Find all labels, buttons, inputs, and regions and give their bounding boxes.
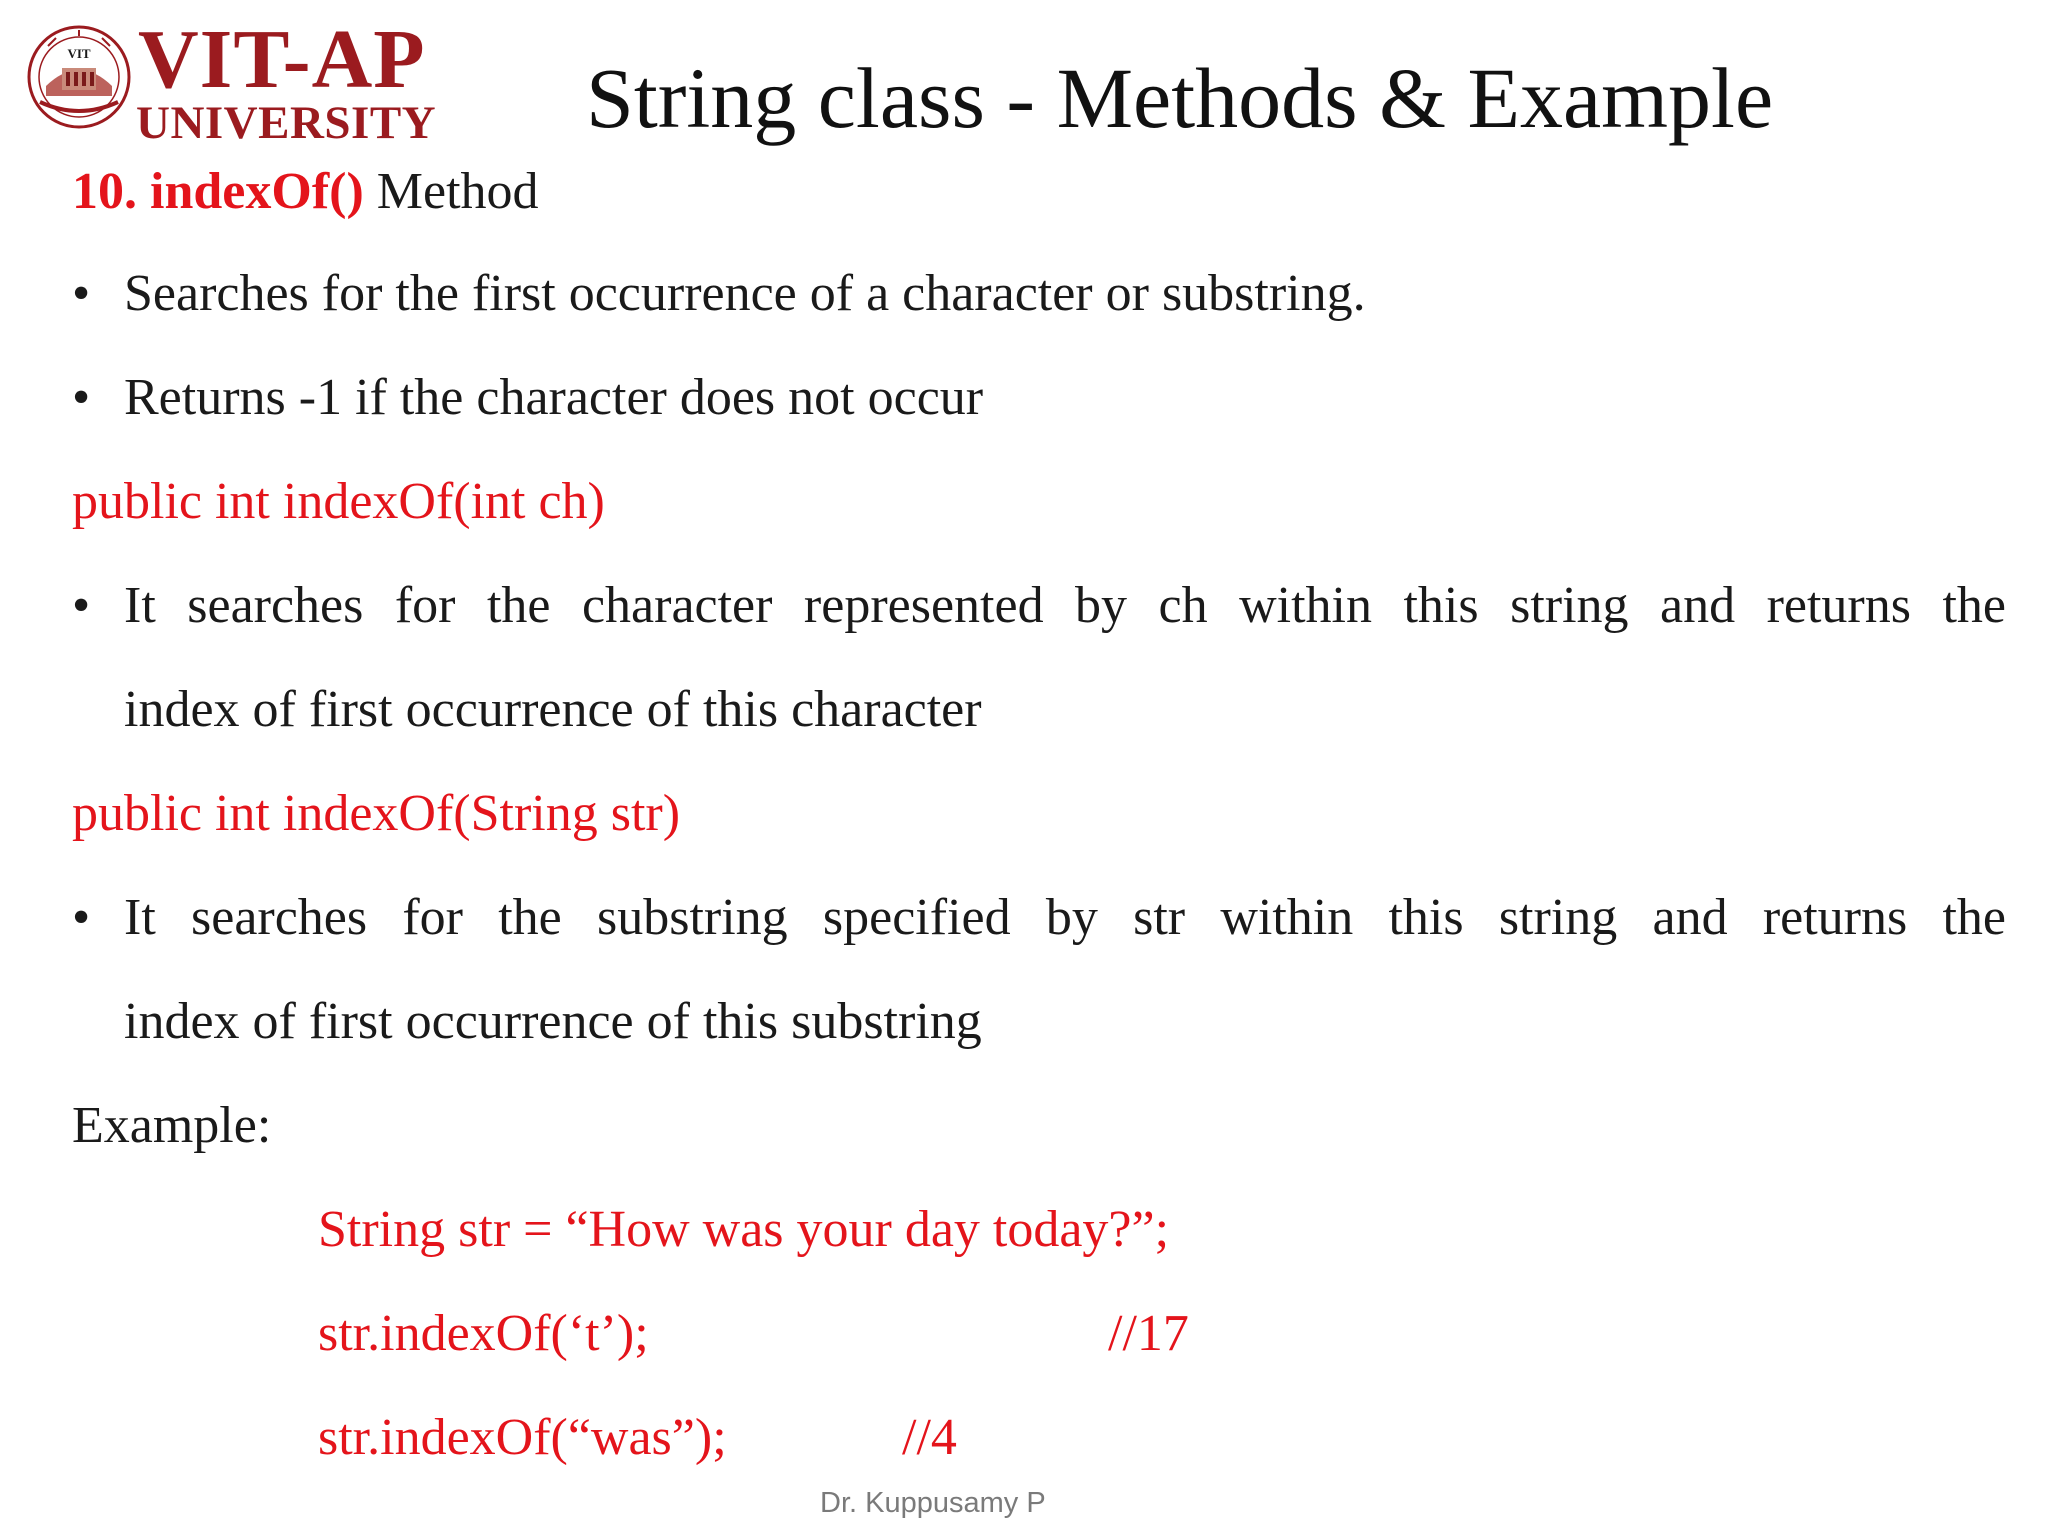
footer-author: Dr. Kuppusamy P: [820, 1487, 1046, 1519]
section-heading: [72, 162, 539, 222]
bullet-marker: •: [72, 577, 91, 634]
bullet-intro-1: Searches for the first occurrence of a character or substring.: [124, 265, 1366, 322]
code-comment-4: //4: [902, 1409, 957, 1466]
desc-string-line2: index of first occurrence of this substring: [124, 993, 982, 1050]
logo-subtitle: UNIVERSITY: [136, 97, 437, 149]
code-line-indexof-string: str.indexOf(“was”);: [318, 1409, 727, 1466]
desc-string-line1: It searches for the substring specified by str within this string and returns the: [124, 889, 2006, 946]
bullet-marker: •: [72, 265, 91, 322]
heading-method-name: 10. indexOf(): [72, 163, 364, 220]
desc-int-line1: It searches for the character represented by ch within this string and returns the: [124, 577, 2006, 634]
method-signature-string: public int indexOf(String str): [72, 785, 681, 842]
desc-int-line2: index of first occurrence of this character: [124, 681, 982, 738]
bullet-intro-2: Returns -1 if the character does not occur: [124, 369, 984, 426]
bullet-marker: •: [72, 889, 91, 946]
bullet-marker: •: [72, 369, 91, 426]
svg-text:VIT: VIT: [67, 46, 91, 61]
example-label: Example:: [72, 1097, 272, 1154]
heading-suffix: Method: [363, 163, 539, 220]
logo-name: VIT-AP: [138, 13, 426, 106]
university-logo: [26, 13, 437, 149]
code-line-declaration: String str = “How was your day today?”;: [318, 1201, 1170, 1258]
code-line-indexof-char: str.indexOf(‘t’);: [318, 1305, 649, 1362]
code-comment-17: //17: [1108, 1305, 1189, 1362]
method-signature-int: public int indexOf(int ch): [72, 473, 605, 530]
slide-title: String class - Methods & Example: [586, 50, 1774, 146]
university-emblem-icon: [26, 24, 132, 130]
